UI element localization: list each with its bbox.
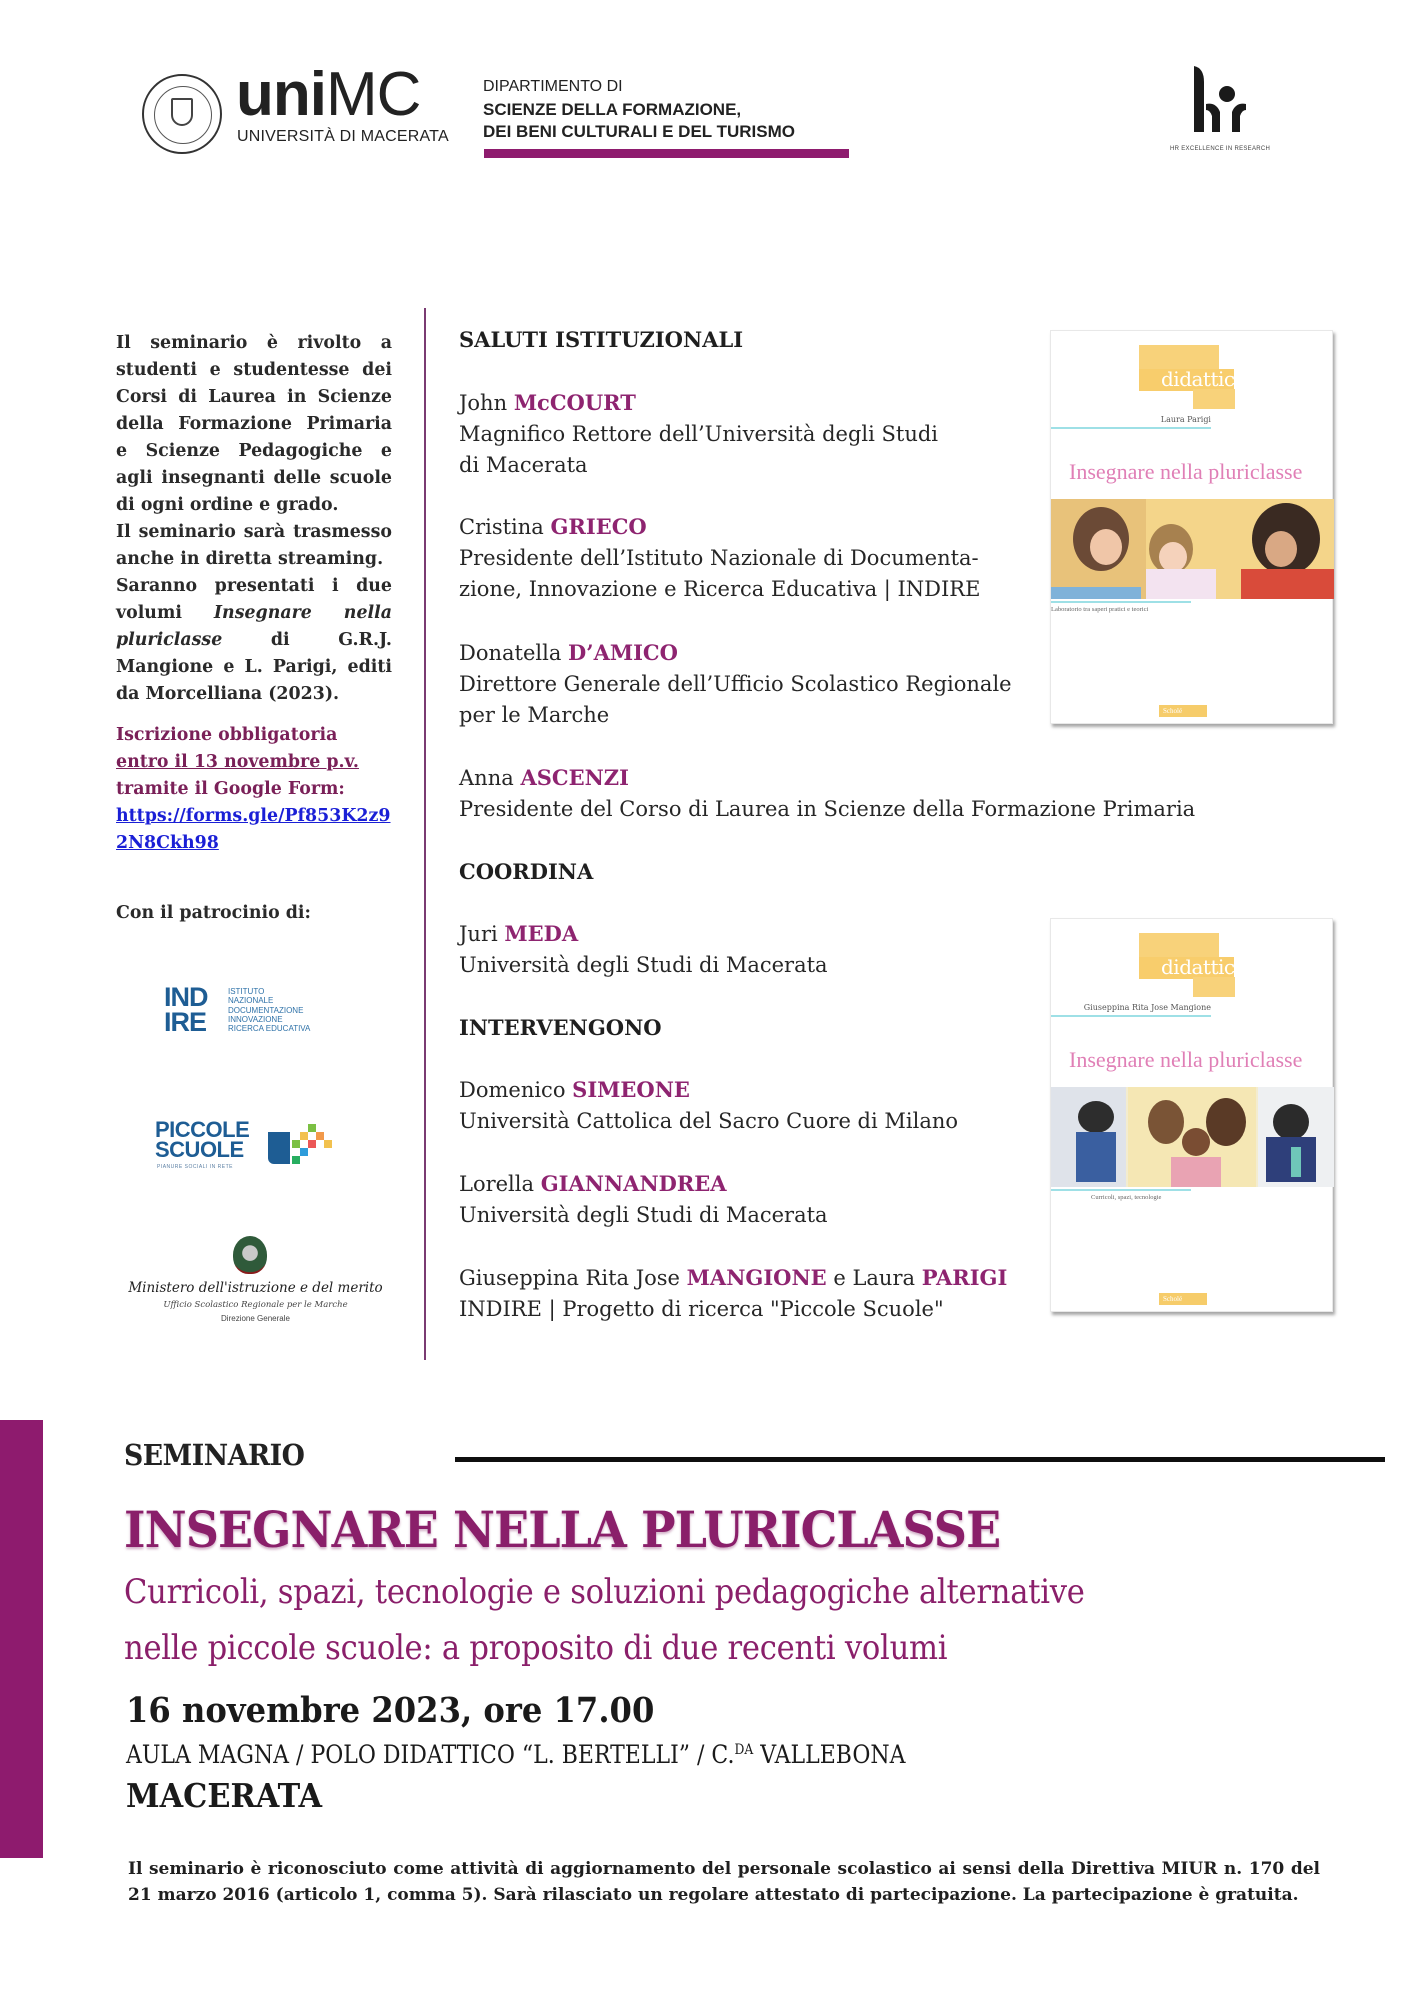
pixel-icon	[292, 1156, 300, 1164]
indire-line: RICERCA EDUCATIVA	[228, 1024, 311, 1034]
speaker-first-name: Anna	[459, 766, 514, 790]
cover-rule	[1051, 427, 1211, 429]
department-name-line2: DEI BENI CULTURALI E DEL TURISMO	[483, 122, 795, 141]
venue-main: AULA MAGNA / POLO DIDATTICO “L. BERTELLI” / C.	[126, 1740, 735, 1769]
book-publisher: Scholé	[1159, 705, 1207, 717]
speaker-surname: MANGIONE	[686, 1265, 827, 1290]
event-date: 16 novembre 2023, ore 17.00	[126, 1690, 655, 1731]
indire-line: DOCUMENTAZIONE	[228, 1005, 304, 1015]
book-title: Insegnare nella pluriclasse	[1069, 459, 1303, 484]
volumes-text-post: di G.R.J. Mangione e L. Parigi, editi da Morcelliana (2023).	[116, 630, 392, 704]
pixel-icon	[300, 1132, 308, 1140]
seminario-rule	[455, 1457, 1385, 1462]
unimc-logo	[236, 62, 420, 128]
children-photo-icon	[1051, 499, 1334, 599]
pixel-icon	[308, 1140, 316, 1148]
cover-tab	[1193, 389, 1235, 409]
piccole-scuole-wordmark	[155, 1117, 250, 1162]
indire-logo	[164, 982, 344, 1045]
pixel-icon	[316, 1132, 324, 1140]
speaker-role: INDIRE | Progetto di ricerca "Piccole Scuole"	[459, 1297, 944, 1321]
speaker-first-name: Juri	[459, 922, 498, 946]
piccole-scuole-logo	[155, 1117, 355, 1180]
registration-block	[116, 722, 392, 857]
section-heading-saluti: SALUTI ISTITUZIONALI	[459, 327, 744, 352]
speaker-role: Direttore Generale dell’Ufficio Scolastico Regionale	[459, 672, 1012, 696]
book-series: didattica	[1161, 367, 1247, 391]
speaker-giannandrea	[459, 1168, 828, 1231]
department-accent-bar	[484, 149, 849, 158]
hr-caption: HR EXCELLENCE IN RESEARCH	[1170, 146, 1271, 152]
speaker-joiner: e Laura	[833, 1266, 916, 1290]
speaker-surname: McCOURT	[513, 390, 636, 415]
pixel-icon	[324, 1140, 332, 1148]
speaker-meda	[459, 918, 828, 981]
speaker-first-name: Domenico	[459, 1078, 566, 1102]
event-venue	[126, 1740, 906, 1769]
book-series: didattica	[1161, 955, 1247, 979]
speaker-role: Università Cattolica del Sacro Cuore di Milano	[459, 1109, 959, 1133]
seal-shield-icon	[171, 98, 193, 126]
ministry-directorate: Direzione Generale	[221, 1314, 290, 1323]
book-author: Laura Parigi	[1160, 415, 1211, 424]
speaker-damico	[459, 637, 1012, 731]
pixel-icon	[300, 1148, 308, 1156]
speaker-first-name: Giuseppina Rita Jose	[459, 1266, 680, 1290]
speaker-mangione-parigi	[459, 1262, 1007, 1325]
registration-required: Iscrizione obbligatoria	[116, 725, 338, 745]
speaker-role: Magnifico Rettore dell’Università degli Studi	[459, 422, 939, 446]
indire-line: NAZIONALE	[228, 996, 274, 1006]
indire-line: INNOVAZIONE	[228, 1014, 283, 1024]
logo-mc: MC	[325, 60, 421, 129]
pixel-icon	[292, 1140, 300, 1148]
google-form-link[interactable]: https://forms.gle/Pf853K2z92N8Ckh98	[116, 806, 391, 853]
indire-line: ISTITUTO	[228, 987, 265, 996]
speaker-ascenzi	[459, 762, 1195, 825]
speaker-role: Presidente dell’Istituto Nazionale di Documenta-	[459, 546, 979, 570]
event-city: MACERATA	[126, 1776, 323, 1815]
ministry-office: Ufficio Scolastico Regionale per le Marche	[163, 1300, 348, 1310]
registration-deadline: entro il 13 novembre p.v.	[116, 752, 359, 772]
book-title: Insegnare nella pluriclasse	[1069, 1047, 1303, 1072]
event-title: INSEGNARE NELLA PLURICLASSE	[124, 1500, 1001, 1559]
patronage-label: Con il patrocinio di:	[116, 903, 311, 923]
audience-text: Il seminario è rivolto a studenti e studentesse dei Corsi di Laurea in Scienze della Formazione Primaria e Scienze Pedagogiche e agli insegnanti delle scuole di ogni ordine e grado.	[116, 333, 392, 515]
venue-sup: DA	[734, 1742, 754, 1758]
section-heading-intervengono: INTERVENGONO	[459, 1015, 662, 1040]
cover-rule	[1051, 1189, 1191, 1191]
cover-rule	[1051, 1015, 1211, 1017]
speaker-surname: D’AMICO	[568, 640, 678, 665]
classroom-photo-icon	[1051, 1087, 1334, 1187]
indire-fullname	[228, 987, 310, 1033]
hr-excellence-logo-icon	[1190, 64, 1246, 134]
indire-wordmark: IND IRE	[164, 982, 208, 1037]
streaming-text: Il seminario sarà trasmesso anche in diretta streaming.	[116, 522, 392, 569]
scuole-word: SCUOLE	[155, 1137, 244, 1162]
speaker-first-name: Lorella	[459, 1172, 535, 1196]
column-divider	[424, 308, 426, 1360]
logo-uni: uni	[236, 60, 326, 129]
book-cover-parigi	[1050, 330, 1333, 724]
book-pixel-icon	[268, 1132, 290, 1164]
event-subtitle-line2: nelle piccole scuole: a proposito di due recenti volumi	[124, 1628, 948, 1668]
speaker-role: zione, Innovazione e Ricerca Educativa | INDIRE	[459, 577, 981, 601]
volumes-text-pre: Saranno presentati i due volumi	[116, 576, 392, 623]
speaker-role: per le Marche	[459, 703, 610, 727]
book-subtitle: Laboratorio tra saperi pratici e teorici	[1051, 606, 1149, 613]
speaker-first-name: Donatella	[459, 641, 562, 665]
pixel-icon	[308, 1124, 316, 1132]
speaker-first-name: John	[459, 391, 508, 415]
speaker-surname: GIANNANDREA	[540, 1171, 727, 1196]
piccole-word: PICCOLE	[155, 1117, 250, 1142]
speaker-simeone	[459, 1074, 958, 1137]
speaker-grieco	[459, 511, 980, 605]
university-seal-icon	[142, 74, 222, 154]
event-type-label: SEMINARIO	[124, 1438, 305, 1472]
volumes-book-title: Insegnare nella pluriclasse	[116, 603, 392, 650]
department-label: DIPARTIMENTO DI	[483, 78, 623, 95]
registration-via: tramite il Google Form:	[116, 779, 345, 799]
seminar-description	[116, 330, 392, 857]
recognition-note: Il seminario è riconosciuto come attività di aggiornamento del personale scolastico ai sensi della Direttiva MIUR n. 170 del 21 marzo 2016 (articolo 1, comma 5). Sarà rilasciato un regolare attestato di partecipazione. La partecipazione è gratuita.	[128, 1859, 1320, 1905]
cover-tab	[1193, 977, 1235, 997]
speaker-surname: GRIECO	[550, 514, 647, 539]
ministry-name: Ministero dell'istruzione e del merito	[128, 1280, 383, 1296]
section-heading-coordina: COORDINA	[459, 859, 594, 884]
speaker-surname: MEDA	[504, 921, 579, 946]
book-subtitle: Curricoli, spazi, tecnologie	[1091, 1194, 1162, 1201]
speaker-surname: ASCENZI	[520, 765, 629, 790]
speaker-surname: PARIGI	[921, 1265, 1008, 1290]
accent-side-bar	[0, 1420, 43, 1858]
venue-street: VALLEBONA	[753, 1740, 906, 1769]
speaker-role: di Macerata	[459, 453, 588, 477]
event-subtitle-line1: Curricoli, spazi, tecnologie e soluzioni pedagogiche alternative	[124, 1572, 1085, 1612]
speaker-role: Università degli Studi di Macerata	[459, 1203, 828, 1227]
italian-republic-emblem-icon	[233, 1236, 267, 1274]
university-name: UNIVERSITÀ DI MACERATA	[237, 128, 449, 145]
piccole-tagline: PIANURE SOCIALI IN RETE	[157, 1164, 233, 1170]
book-cover-mangione	[1050, 918, 1333, 1312]
speaker-role: Università degli Studi di Macerata	[459, 953, 828, 977]
speaker-surname: SIMEONE	[572, 1077, 690, 1102]
volumes-text	[116, 573, 392, 708]
speaker-mccourt	[459, 387, 938, 481]
department-name-line1: SCIENZE DELLA FORMAZIONE,	[483, 100, 742, 119]
cover-rule	[1051, 601, 1191, 603]
book-author: Giuseppina Rita Jose Mangione	[1083, 1003, 1211, 1012]
book-publisher: Scholé	[1159, 1293, 1207, 1305]
speaker-first-name: Cristina	[459, 515, 544, 539]
speaker-role: Presidente del Corso di Laurea in Scienze della Formazione Primaria	[459, 797, 1196, 821]
